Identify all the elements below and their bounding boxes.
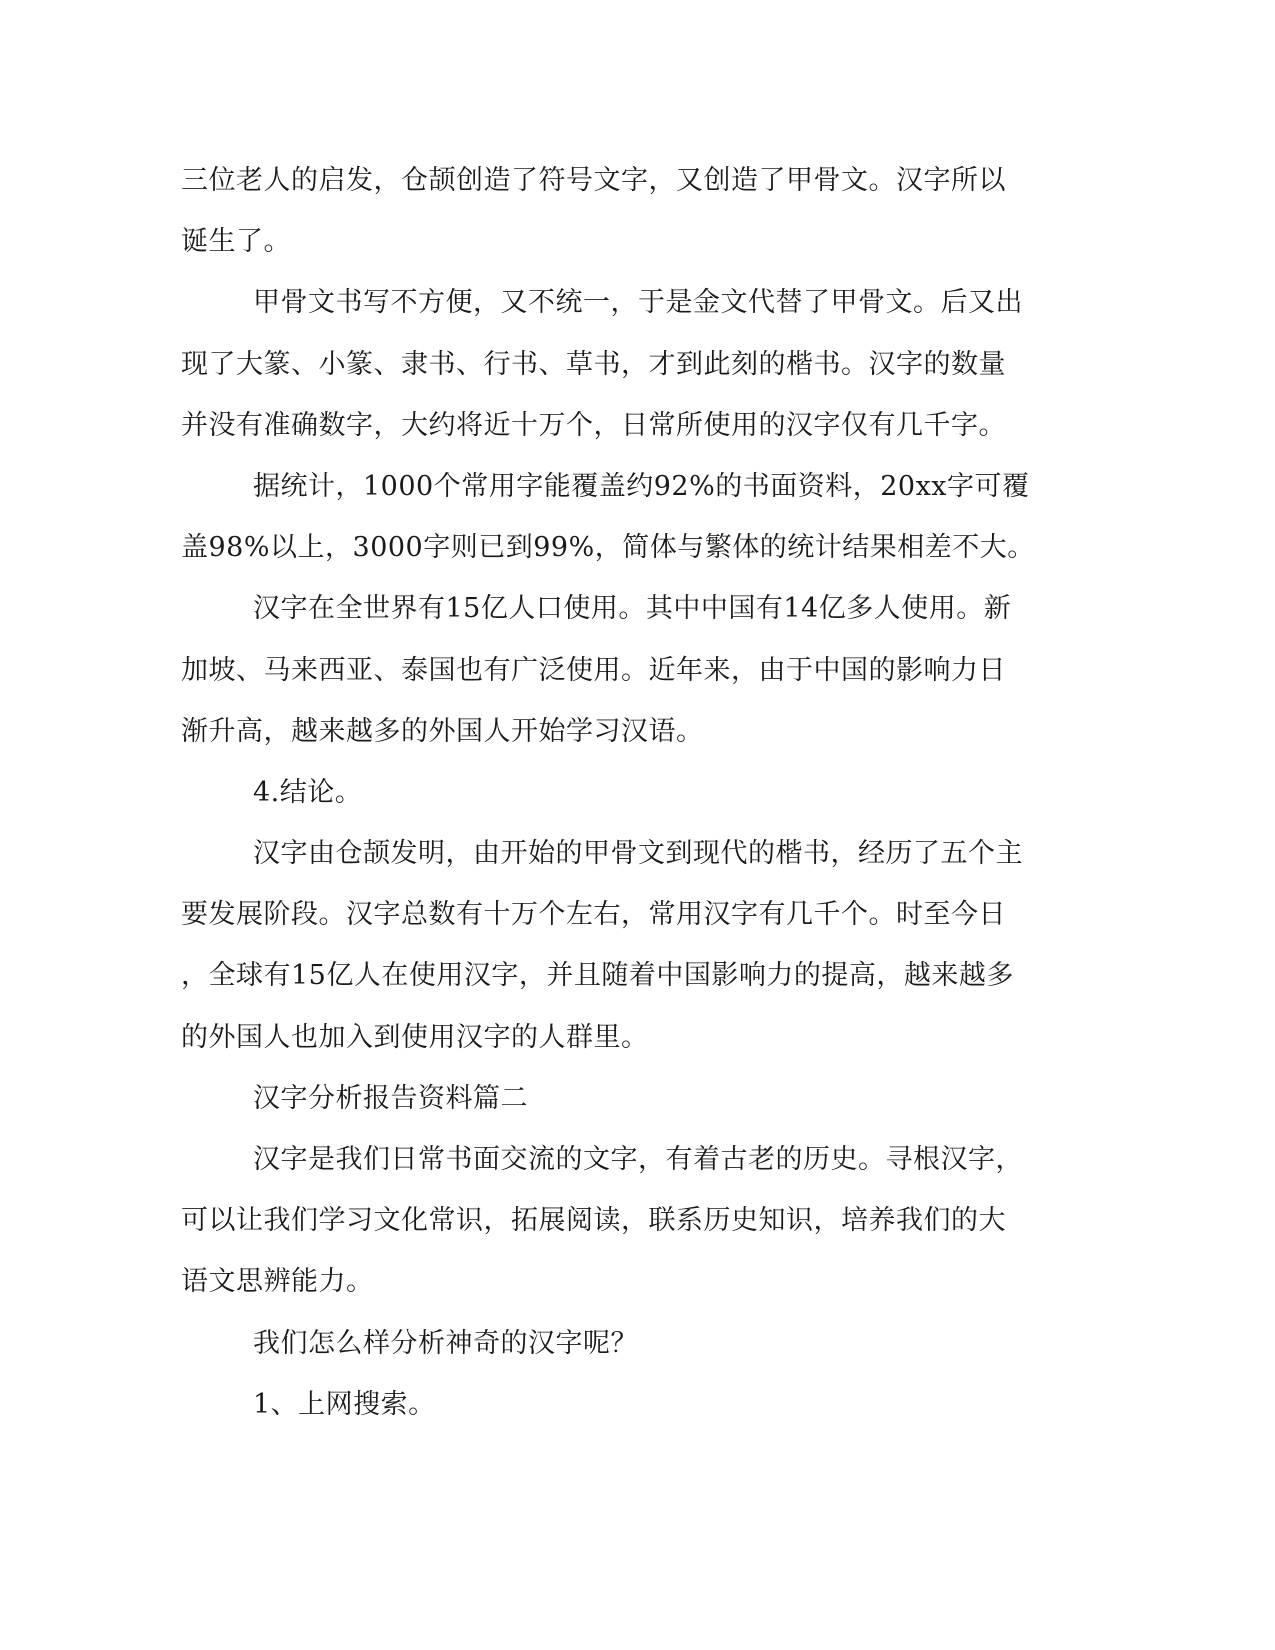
section-heading: 汉字分析报告资料篇二 xyxy=(253,1082,528,1114)
text-line: 诞生了。 xyxy=(181,226,291,258)
text-line: 加坡、马来西亚、泰国也有广泛使用。近年来，由于中国的影响力日 xyxy=(181,654,1006,686)
text-line: 语文思辨能力。 xyxy=(181,1266,374,1298)
text-line: 汉字由仓颉发明，由开始的甲骨文到现代的楷书，经历了五个主 xyxy=(253,838,1023,870)
text-line: 可以让我们学习文化常识，拓展阅读，联系历史知识，培养我们的大 xyxy=(181,1205,1006,1237)
text-line: 现了大篆、小篆、隶书、行书、草书，才到此刻的楷书。汉字的数量 xyxy=(181,348,1006,380)
text-line: 据统计，1000个常用字能覆盖约92%的书面资料，20xx字可覆 xyxy=(253,470,1030,502)
text-line: 要发展阶段。汉字总数有十万个左右，常用汉字有几千个。时至今日 xyxy=(181,899,1006,931)
text-line: 并没有准确数字，大约将近十万个，日常所使用的汉字仅有几千字。 xyxy=(181,409,1006,441)
text-line: 甲骨文书写不方便，又不统一，于是金文代替了甲骨文。后又出 xyxy=(253,287,1023,319)
list-item: 1、上网搜索。 xyxy=(253,1388,436,1420)
text-line: 渐升高，越来越多的外国人开始学习汉语。 xyxy=(181,715,704,747)
text-line: 我们怎么样分析神奇的汉字呢？ xyxy=(253,1327,638,1359)
text-line: 盖98%以上，3000字则已到99%，简体与繁体的统计结果相差不大。 xyxy=(181,532,1035,564)
text-line: 汉字是我们日常书面交流的文字，有着古老的历史。寻根汉字， xyxy=(253,1144,1023,1175)
section-heading: 4.结论。 xyxy=(253,776,363,808)
text-line: ，全球有15亿人在使用汉字，并且随着中国影响力的提高，越来越多 xyxy=(181,960,1014,992)
text-line: 三位老人的启发，仓颉创造了符号文字，又创造了甲骨文。汉字所以 xyxy=(181,165,1006,196)
text-line: 的外国人也加入到使用汉字的人群里。 xyxy=(181,1021,649,1053)
text-line: 汉字在全世界有15亿人口使用。其中中国有14亿多人使用。新 xyxy=(253,593,1012,625)
document-body xyxy=(181,150,1045,1435)
